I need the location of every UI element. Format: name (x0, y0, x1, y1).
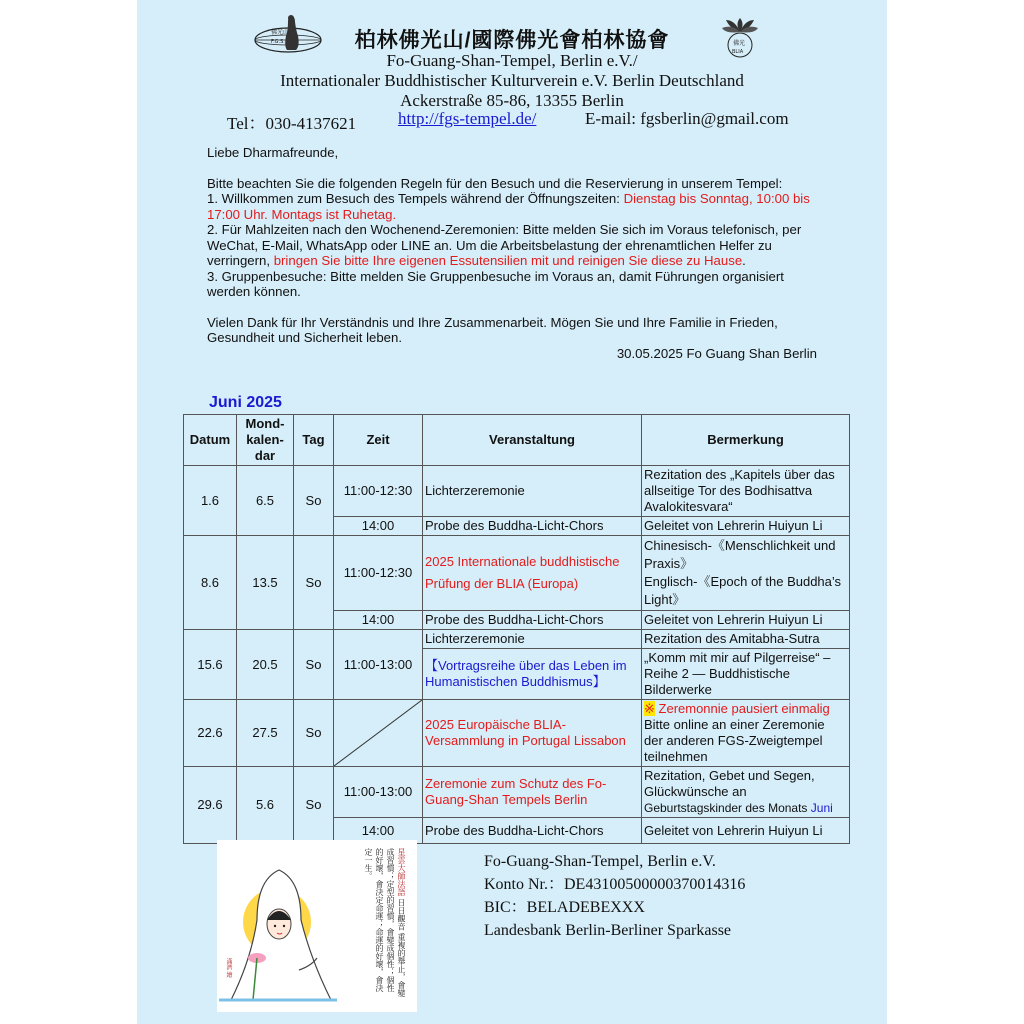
note-cell: Geleitet von Lehrerin Huiyun Li (642, 517, 850, 536)
event-cell: Probe des Buddha-Licht-Chors (423, 517, 642, 536)
zeit-cell: 14:00 (334, 818, 423, 844)
table-row (184, 466, 850, 517)
tag-cell: So (294, 466, 334, 536)
iban: Konto Nr.：DE43100500000370014316 (484, 876, 746, 893)
datum-cell: 1.6 (184, 466, 237, 536)
chinese-title: 柏林佛光山/國際佛光會柏林協會 (354, 29, 670, 52)
header-datum: Datum (184, 415, 237, 466)
note-month: Juni (810, 801, 833, 815)
header-tag: Tag (294, 415, 334, 466)
mond-cell: 5.6 (237, 767, 294, 844)
artist-seal: 滿濟 繪 (225, 958, 232, 978)
event-cell: 【Vortragsreihe über das Leben im Humanistischen Buddhismus】 (423, 649, 642, 700)
reference-mark-icon: ※ (644, 701, 655, 716)
event-cell: Zeremonie zum Schutz des Fo-Guang-Shan Tempels Berlin (423, 767, 642, 818)
table-header-row (184, 415, 850, 466)
zeit-cell: 11:00-12:30 (334, 536, 423, 611)
header-line-2: Internationaler Buddhistischer Kulturverein e.V. Berlin Deutschland (280, 71, 744, 90)
mond-cell: 13.5 (237, 536, 294, 630)
account-holder: Fo-Guang-Shan-Tempel, Berlin e.V. (484, 853, 716, 870)
header-bemerkung: Bermerkung (642, 415, 850, 466)
zeit-cell-empty (334, 700, 423, 767)
svg-text:佛光山: 佛光山 (271, 29, 290, 36)
calligraphy-text: 星雲大師法語 日日觀音 重複的舉止，會變成習慣；定型的習慣，會變成個性；個性的好壞，會決定命運；命運的好壞，會決定一生。 (364, 848, 406, 998)
rule-2: 2. Für Mahlzeiten nach den Wochenend-Zeremonien: Bitte melden Sie sich im Voraus telefonisch, per WeChat, E-Mail, WhatsApp oder LINE an. Um die Arbeitsbelastung der ehrenamtlichen Helfer zu verringern, bringen Sie bitte Ihre eigenen Essutensilien mit und reinigen Sie diese zu Hause. (207, 222, 802, 268)
note-cell: Rezitation des „Kapitels über das allseitige Tor des Bodhisattva Avalokitesvara“ (642, 466, 850, 517)
zeit-cell: 11:00-13:00 (334, 767, 423, 818)
zeit-cell: 11:00-13:00 (334, 630, 423, 700)
note-english: Englisch-《Epoch of the Buddha’s Light》 (644, 574, 842, 607)
tag-cell: So (294, 630, 334, 700)
event-cell: Probe des Buddha-Licht-Chors (423, 611, 642, 630)
event-cell: 2025 Europäische BLIA-Versammlung in Portugal Lissabon (423, 700, 642, 767)
svg-text:F.G.S.: F.G.S. (271, 39, 285, 45)
zeit-cell: 14:00 (334, 611, 423, 630)
datum-cell: 29.6 (184, 767, 237, 844)
note-cell: „Komm mit mir auf Pilgerreise“ – Reihe 2 — Buddhistische Bilderwerke (642, 649, 850, 700)
event-cell: Lichterzeremonie (423, 466, 642, 517)
letter-body (207, 145, 819, 361)
table-row (184, 536, 850, 611)
signature: 30.05.2025 Fo Guang Shan Berlin (616, 345, 817, 361)
note-cell: Rezitation des Amitabha-Sutra (642, 630, 850, 649)
greeting: Liebe Dharmafreunde, (207, 145, 339, 160)
tag-cell: So (294, 700, 334, 767)
bank-details (484, 850, 745, 942)
event-cell: Probe des Buddha-Licht-Chors (423, 818, 642, 844)
month-title: Juni 2025 (209, 394, 282, 411)
note-part-b: Geburtstagskinder des Monats (644, 801, 811, 815)
bank-name: Landesbank Berlin-Berliner Sparkasse (484, 922, 732, 939)
table-row (184, 767, 850, 818)
datum-cell: 8.6 (184, 536, 237, 630)
thanks-text: Vielen Dank für Ihr Verständnis und Ihre Zusammenarbeit. Mögen Sie und Ihre Familie in Frieden, Gesundheit und Sicherheit leben. (207, 314, 778, 345)
datum-cell: 22.6 (184, 700, 237, 767)
note-cell (642, 536, 850, 611)
note-cell: Geleitet von Lehrerin Huiyun Li (642, 611, 850, 630)
rule-1: 1. Willkommen zum Besuch des Tempels während der Öffnungszeiten: Dienstag bis Sonntag, 10:00 bis 17:00 Uhr. Montags ist Ruhetag. (207, 191, 810, 222)
schedule-table (183, 414, 850, 844)
mond-cell: 6.5 (237, 466, 294, 536)
tag-cell: So (294, 536, 334, 630)
bic: BIC：BELADEBEXXX (484, 899, 645, 916)
mond-cell: 20.5 (237, 630, 294, 700)
note-part-a: Rezitation, Gebet und Segen, Glückwünsche an (644, 768, 815, 799)
note-cell (642, 700, 850, 767)
header-zeit: Zeit (334, 415, 423, 466)
telephone: Tel：030-4137621 (227, 114, 357, 133)
note-cell: Geleitet von Lehrerin Huiyun Li (642, 818, 850, 844)
diagonal-line (334, 700, 422, 766)
email[interactable]: E-mail: fgsberlin@gmail.com (585, 109, 789, 128)
note-pause: Zeremonnie pausiert einmalig (654, 701, 830, 716)
table-row (184, 630, 850, 649)
svg-text:BLIA: BLIA (732, 49, 744, 55)
header-address: Ackerstraße 85-86, 13355 Berlin (400, 91, 624, 110)
note-cell (642, 767, 850, 818)
intro-text: Bitte beachten Sie die folgenden Regeln für den Besuch und die Reservierung in unserem Tempel: (207, 175, 783, 191)
guanyin-illustration (217, 840, 417, 1012)
rule-3: 3. Gruppenbesuche: Bitte melden Sie Gruppenbesuche im Voraus an, damit Führungen organisiert werden können. (207, 268, 784, 299)
zeit-cell: 14:00 (334, 517, 423, 536)
datum-cell: 15.6 (184, 630, 237, 700)
svg-text:佛光: 佛光 (733, 40, 746, 47)
header-veranstaltung: Veranstaltung (423, 415, 642, 466)
tag-cell: So (294, 767, 334, 844)
website-link[interactable]: http://fgs-tempel.de/ (398, 109, 537, 128)
note-chinese: Chinesisch-《Menschlichkeit und Praxis》 (644, 538, 836, 571)
header-mondkalendar: Mond- kalen- dar (237, 415, 294, 466)
event-cell: Lichterzeremonie (423, 630, 642, 649)
table-row (184, 700, 850, 767)
mond-cell: 27.5 (237, 700, 294, 767)
event-cell: 2025 Internationale buddhistische Prüfung der BLIA (Europa) (423, 536, 642, 611)
zeit-cell: 11:00-12:30 (334, 466, 423, 517)
header-line-1: Fo-Guang-Shan-Tempel, Berlin e.V./ (386, 51, 638, 70)
document-page (137, 0, 887, 1024)
note-online: Bitte online an einer Zeremonie der anderen FGS-Zweigtempel teilnehmen (644, 717, 825, 764)
